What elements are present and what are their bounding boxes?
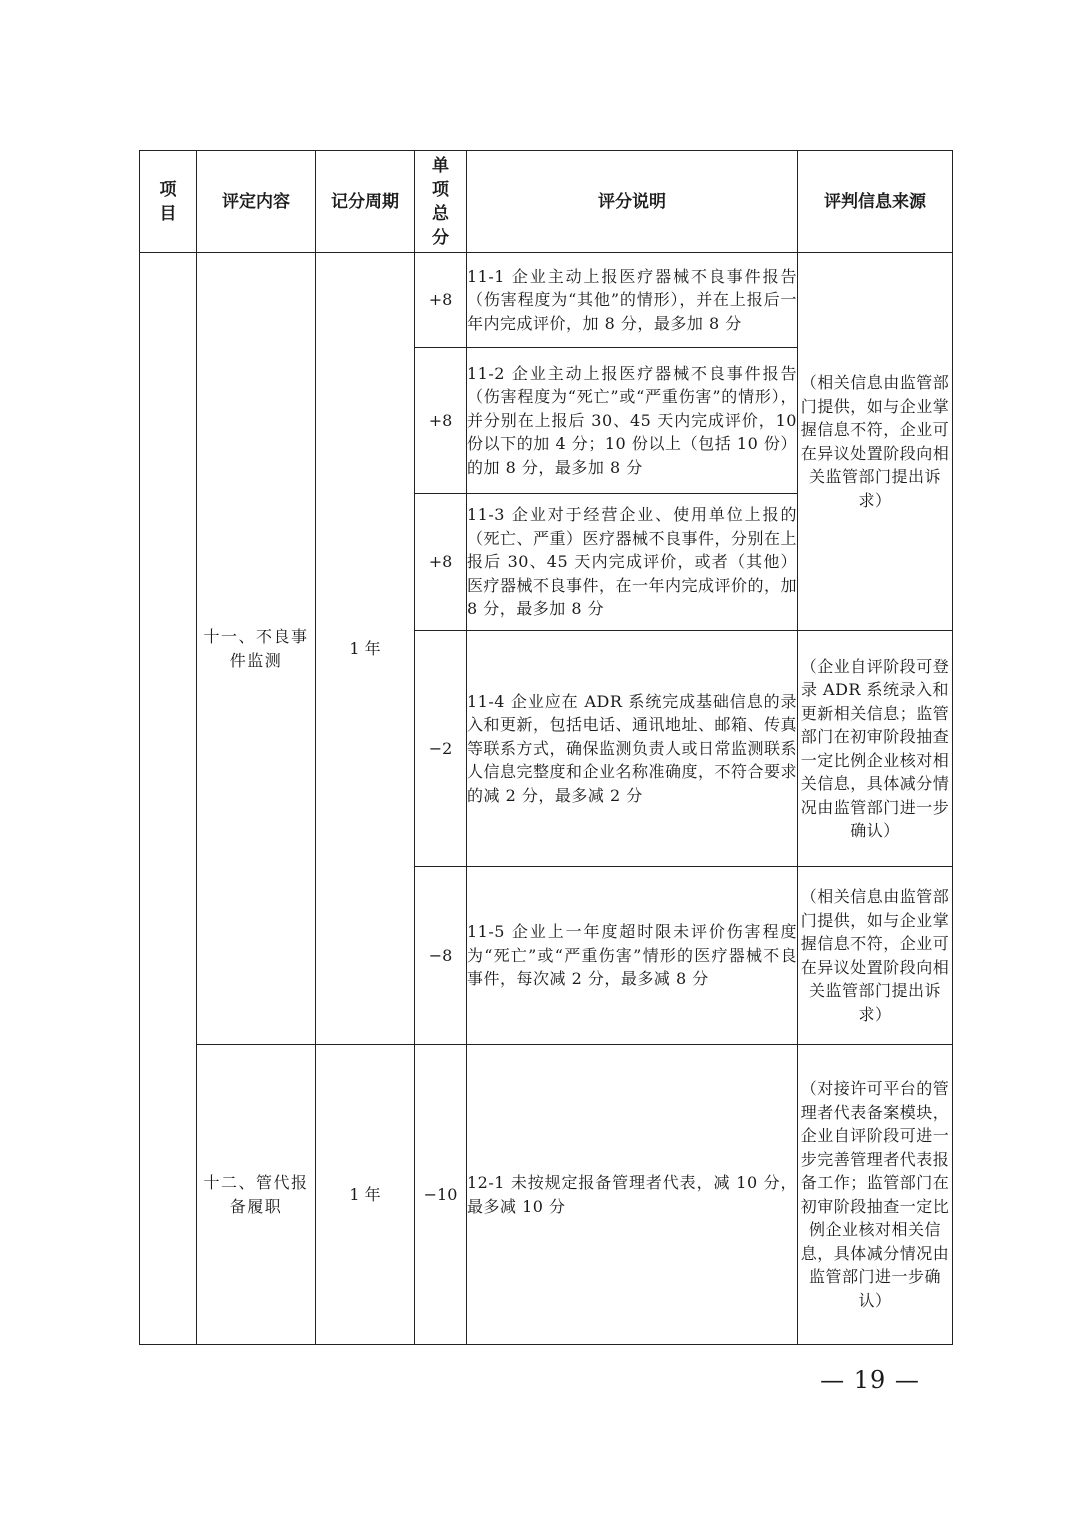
source-cell: （相关信息由监管部门提供，如与企业掌握信息不符，企业可在异议处置阶段向相关监管部门提出诉求） bbox=[798, 253, 953, 631]
description-cell: 11-5 企业上一年度超时限未评价伤害程度为“死亡”或“严重伤害”情形的医疗器械不良事件，每次减 2 分，最多减 8 分 bbox=[467, 867, 798, 1045]
description-cell: 11-3 企业对于经营企业、使用单位上报的（死亡、严重）医疗器械不良事件，分别在上报后 30、45 天内完成评价，或者（其他）医疗器械不良事件，在一年内完成评价的，加 8 分，最多加 8 分 bbox=[467, 494, 798, 631]
header-total-score: 单项总分 bbox=[415, 151, 467, 253]
score-cell: +8 bbox=[415, 494, 467, 631]
content-cell: 十一、不良事件监测 bbox=[197, 253, 316, 1045]
header-description: 评分说明 bbox=[467, 151, 798, 253]
score-cell: −2 bbox=[415, 631, 467, 867]
table-row bbox=[140, 1045, 953, 1345]
header-item: 项目 bbox=[140, 151, 197, 253]
score-cell: +8 bbox=[415, 253, 467, 348]
description-cell: 11-1 企业主动上报医疗器械不良事件报告（伤害程度为“其他”的情形），并在上报后一年内完成评价，加 8 分，最多加 8 分 bbox=[467, 253, 798, 348]
header-source: 评判信息来源 bbox=[798, 151, 953, 253]
period-cell: 1 年 bbox=[316, 1045, 415, 1345]
content-cell: 十二、管代报备履职 bbox=[197, 1045, 316, 1345]
score-cell: −10 bbox=[415, 1045, 467, 1345]
scoring-table bbox=[139, 150, 953, 1345]
source-cell: （相关信息由监管部门提供，如与企业掌握信息不符，企业可在异议处置阶段向相关监管部门提出诉求） bbox=[798, 867, 953, 1045]
header-row bbox=[140, 151, 953, 253]
header-period: 记分周期 bbox=[316, 151, 415, 253]
description-cell: 11-4 企业应在 ADR 系统完成基础信息的录入和更新，包括电话、通讯地址、邮箱、传真等联系方式，确保监测负责人或日常监测联系人信息完整度和企业名称准确度，不符合要求的减 2 分，最多减 2 分 bbox=[467, 631, 798, 867]
source-cell: （对接许可平台的管理者代表备案模块，企业自评阶段可进一步完善管理者代表报备工作；监管部门在初审阶段抽查一定比例企业核对相关信息，具体减分情况由监管部门进一步确认） bbox=[798, 1045, 953, 1345]
description-cell: 12-1 未按规定报备管理者代表，减 10 分，最多减 10 分 bbox=[467, 1045, 798, 1345]
period-cell: 1 年 bbox=[316, 253, 415, 1045]
description-cell: 11-2 企业主动上报医疗器械不良事件报告（伤害程度为“死亡”或“严重伤害”的情形），并分别在上报后 30、45 天内完成评价，10 份以下的加 4 分；10 份以上（包括 10 份）的加 8 分，最多加 8 分 bbox=[467, 348, 798, 494]
score-cell: +8 bbox=[415, 348, 467, 494]
item-cell bbox=[140, 253, 197, 1345]
source-cell: （企业自评阶段可登录 ADR 系统录入和更新相关信息；监管部门在初审阶段抽查一定比例企业核对相关信息，具体减分情况由监管部门进一步确认） bbox=[798, 631, 953, 867]
page-number: — 19 — bbox=[820, 1366, 920, 1394]
score-cell: −8 bbox=[415, 867, 467, 1045]
table-row bbox=[140, 253, 953, 348]
header-content: 评定内容 bbox=[197, 151, 316, 253]
